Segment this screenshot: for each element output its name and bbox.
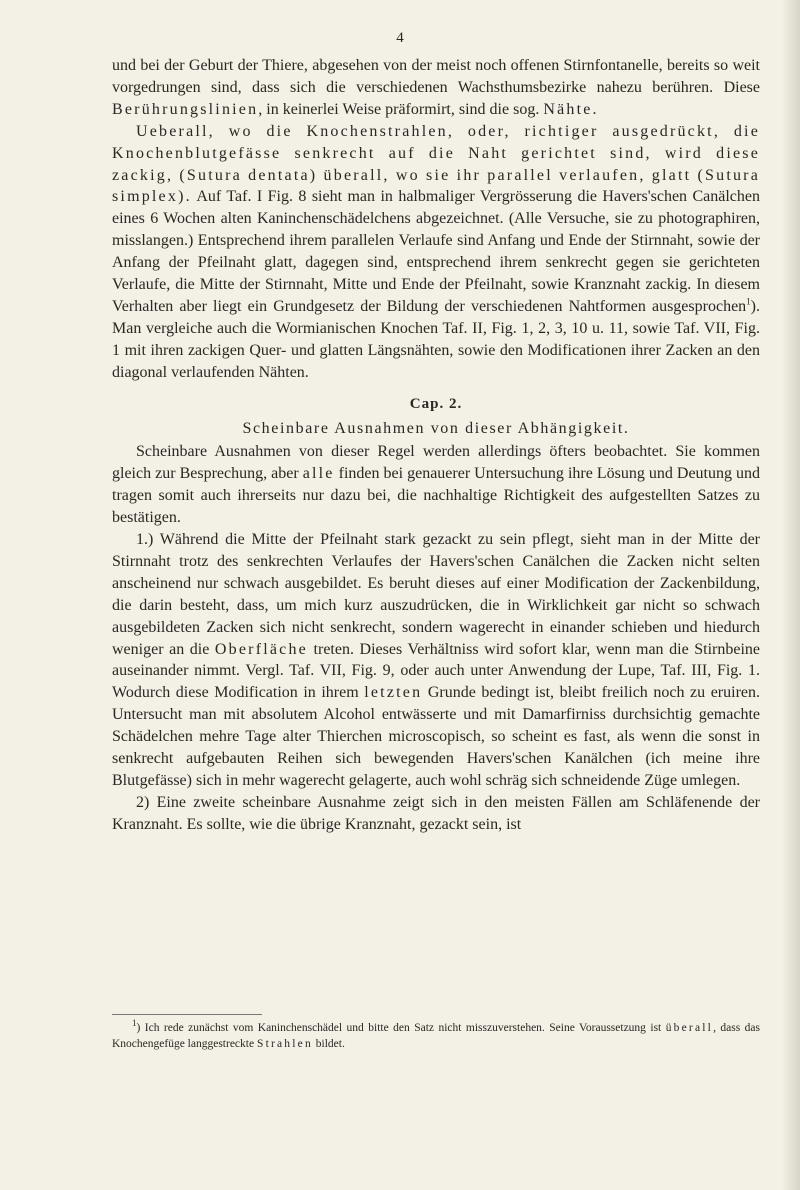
body-text: [112, 55, 760, 836]
footnote-text: [112, 1020, 760, 1052]
footnote-text-a: ) Ich rede zunächst vom Kaninchenschädel und bitte den Satz nicht misszuverstehen. Seine Voraussetzung ist: [136, 1022, 662, 1034]
paragraph-1: [112, 55, 760, 121]
emphasis-oberflaeche: Oberfläche: [214, 640, 308, 658]
page-number: 4: [396, 30, 404, 46]
paragraph-2-tail: ). Man vergleiche auch die Wormianischen Knochen Taf. II, Fig. 1, 2, 3, 10 u. 11, sowie Taf. VII, Fig. 1 mit ihren zackigen Quer- und glatten Längsnähten, sowie den Modificationen ihrer Zacken an den diagonal verlaufenden Nähten.: [112, 297, 760, 381]
paragraph-1-text-b: , in keinerlei Weise präformirt, sind die sog.: [258, 100, 540, 118]
emphasis-letzten: letzten: [364, 684, 423, 702]
emphasis-alle: alle: [302, 465, 335, 483]
emphasis-naehte: Nähte.: [543, 100, 599, 118]
paragraph-3: [112, 441, 760, 529]
paragraph-5-text: 2) Eine zweite scheinbare Ausnahme zeigt sich in den meisten Fällen am Schläfenende der Kranznaht. Es sollte, wie die übrige Kranznaht, gezackt sein, ist: [112, 793, 760, 833]
footnote-reference: 1: [746, 296, 751, 307]
paragraph-4-text-c: Grunde bedingt ist, bleibt freilich noch zu eruiren. Untersucht man mit absolutem Alcohol entwässerte und mit Damarfirniss durchsichtig gemachte Schädelchen mehre Tage alter Thierchen microscopisch, so scheint es fast, als wenn die sonst in senkrecht aufgebauten Reihen sich bewegenden Havers'schen Kanälchen (ich meine ihre Blutgefässe) sich in mehr wagerecht gelagerte, auch wohl schräg sich schneidende Züge umlegen.: [112, 684, 760, 789]
footnote-text-b: , dass das Knochengefüge langgestreckte: [112, 1022, 760, 1050]
emphasis-strahlen: Strahlen: [256, 1038, 313, 1050]
paragraph-4: [112, 529, 760, 792]
paragraph-5: [112, 792, 760, 836]
paragraph-1-text: und bei der Geburt der Thiere, abgesehen von der meist noch offenen Stirnfontanelle, bereits so weit vorgedrungen sind, dass sich die verschiedenen Wachsthumsbezirke nahezu berühren. Diese: [112, 57, 760, 96]
footnote-text-c: bildet.: [315, 1038, 345, 1050]
emphasis-beruehrungslinien: Berührungslinien: [112, 100, 259, 118]
paragraph-3-text-b: finden bei genauerer Untersuchung ihre Lösung und Deutung und tragen somit auch ihrerseits nur dazu bei, die nachhaltige Richtigkeit des aufgestellten Satzes zu bestätigen.: [112, 465, 761, 527]
footnote: [112, 1020, 760, 1052]
emphasis-principle: Ueberall, wo die Knochenstrahlen, oder, richtiger ausgedrückt, die Knochenblutgefässe senkrecht auf die Naht gerichtet sind, wird diese zackig, (Sutura dentata) überall, wo sie ihr parallel verlaufen, glatt (Sutura simplex).: [112, 122, 760, 206]
paragraph-4-text: 1.) Während die Mitte der Pfeilnaht stark gezackt zu sein pflegt, sieht man in der Mitte der Stirnnaht trotz des senkrechten Verlaufes der Havers'schen Canälchen die Zacken nicht selten anscheinend nur schwach ausgebildet. Es beruht dieses auf einer Modification der Zackenbildung, die darin besteht, dass, um mich kurz auszudrücken, die in Wirklichkeit gar nicht so schwach ausgebildeten Zacken sich nicht senkrecht, sondern wagerecht in einander schieben und hiedurch weniger an die: [112, 531, 760, 658]
paragraph-4-text-b: treten. Dieses Verhältniss wird sofort klar, wenn man die Stirnbeine auseinander nimmt. Vergl. Taf. VII, Fig. 9, oder auch unter Anwendung der Lupe, Taf. III, Fig. 1. Wodurch diese Modification in ihrem: [112, 640, 761, 702]
emphasis-ueberall: überall: [665, 1022, 714, 1034]
paragraph-2-text: Auf Taf. I Fig. 8 sieht man in halbmaliger Vergrösserung die Havers'schen Canälchen eines 6 Wochen alten Kaninchenschädelchens abgezeichnet. (Alle Versuche, sie zu photographiren, misslangen.) Entsprechend ihrem parallelen Verlaufe sind Anfang und Ende der Stirnnaht, sowie der Anfang der Pfeilnaht glatt, dagegen sind, entsprechend ihrem senkrecht gegen sie gerichteten Verlaufe, die Mitte der Stirnnaht, Mitte und Ende der Pfeilnaht, sowie Kranznaht zackig. In diesem Verhalten aber liegt ein Grundgesetz der Bildung der verschiedenen Nahtformen ausgesprochen: [112, 188, 760, 315]
paragraph-3-text: Scheinbare Ausnahmen von dieser Regel werden allerdings öfters beobachtet. Sie kommen gleich zur Besprechung, aber: [112, 443, 760, 483]
page-edge-shadow: [782, 0, 800, 1190]
chapter-heading: Cap. 2.: [409, 395, 463, 412]
footnote-divider: [112, 1014, 262, 1015]
footnote-mark: 1: [132, 1018, 137, 1029]
paragraph-2: [112, 121, 760, 384]
chapter-subheading: Scheinbare Ausnahmen von dieser Abhängigkeit.: [242, 419, 630, 437]
